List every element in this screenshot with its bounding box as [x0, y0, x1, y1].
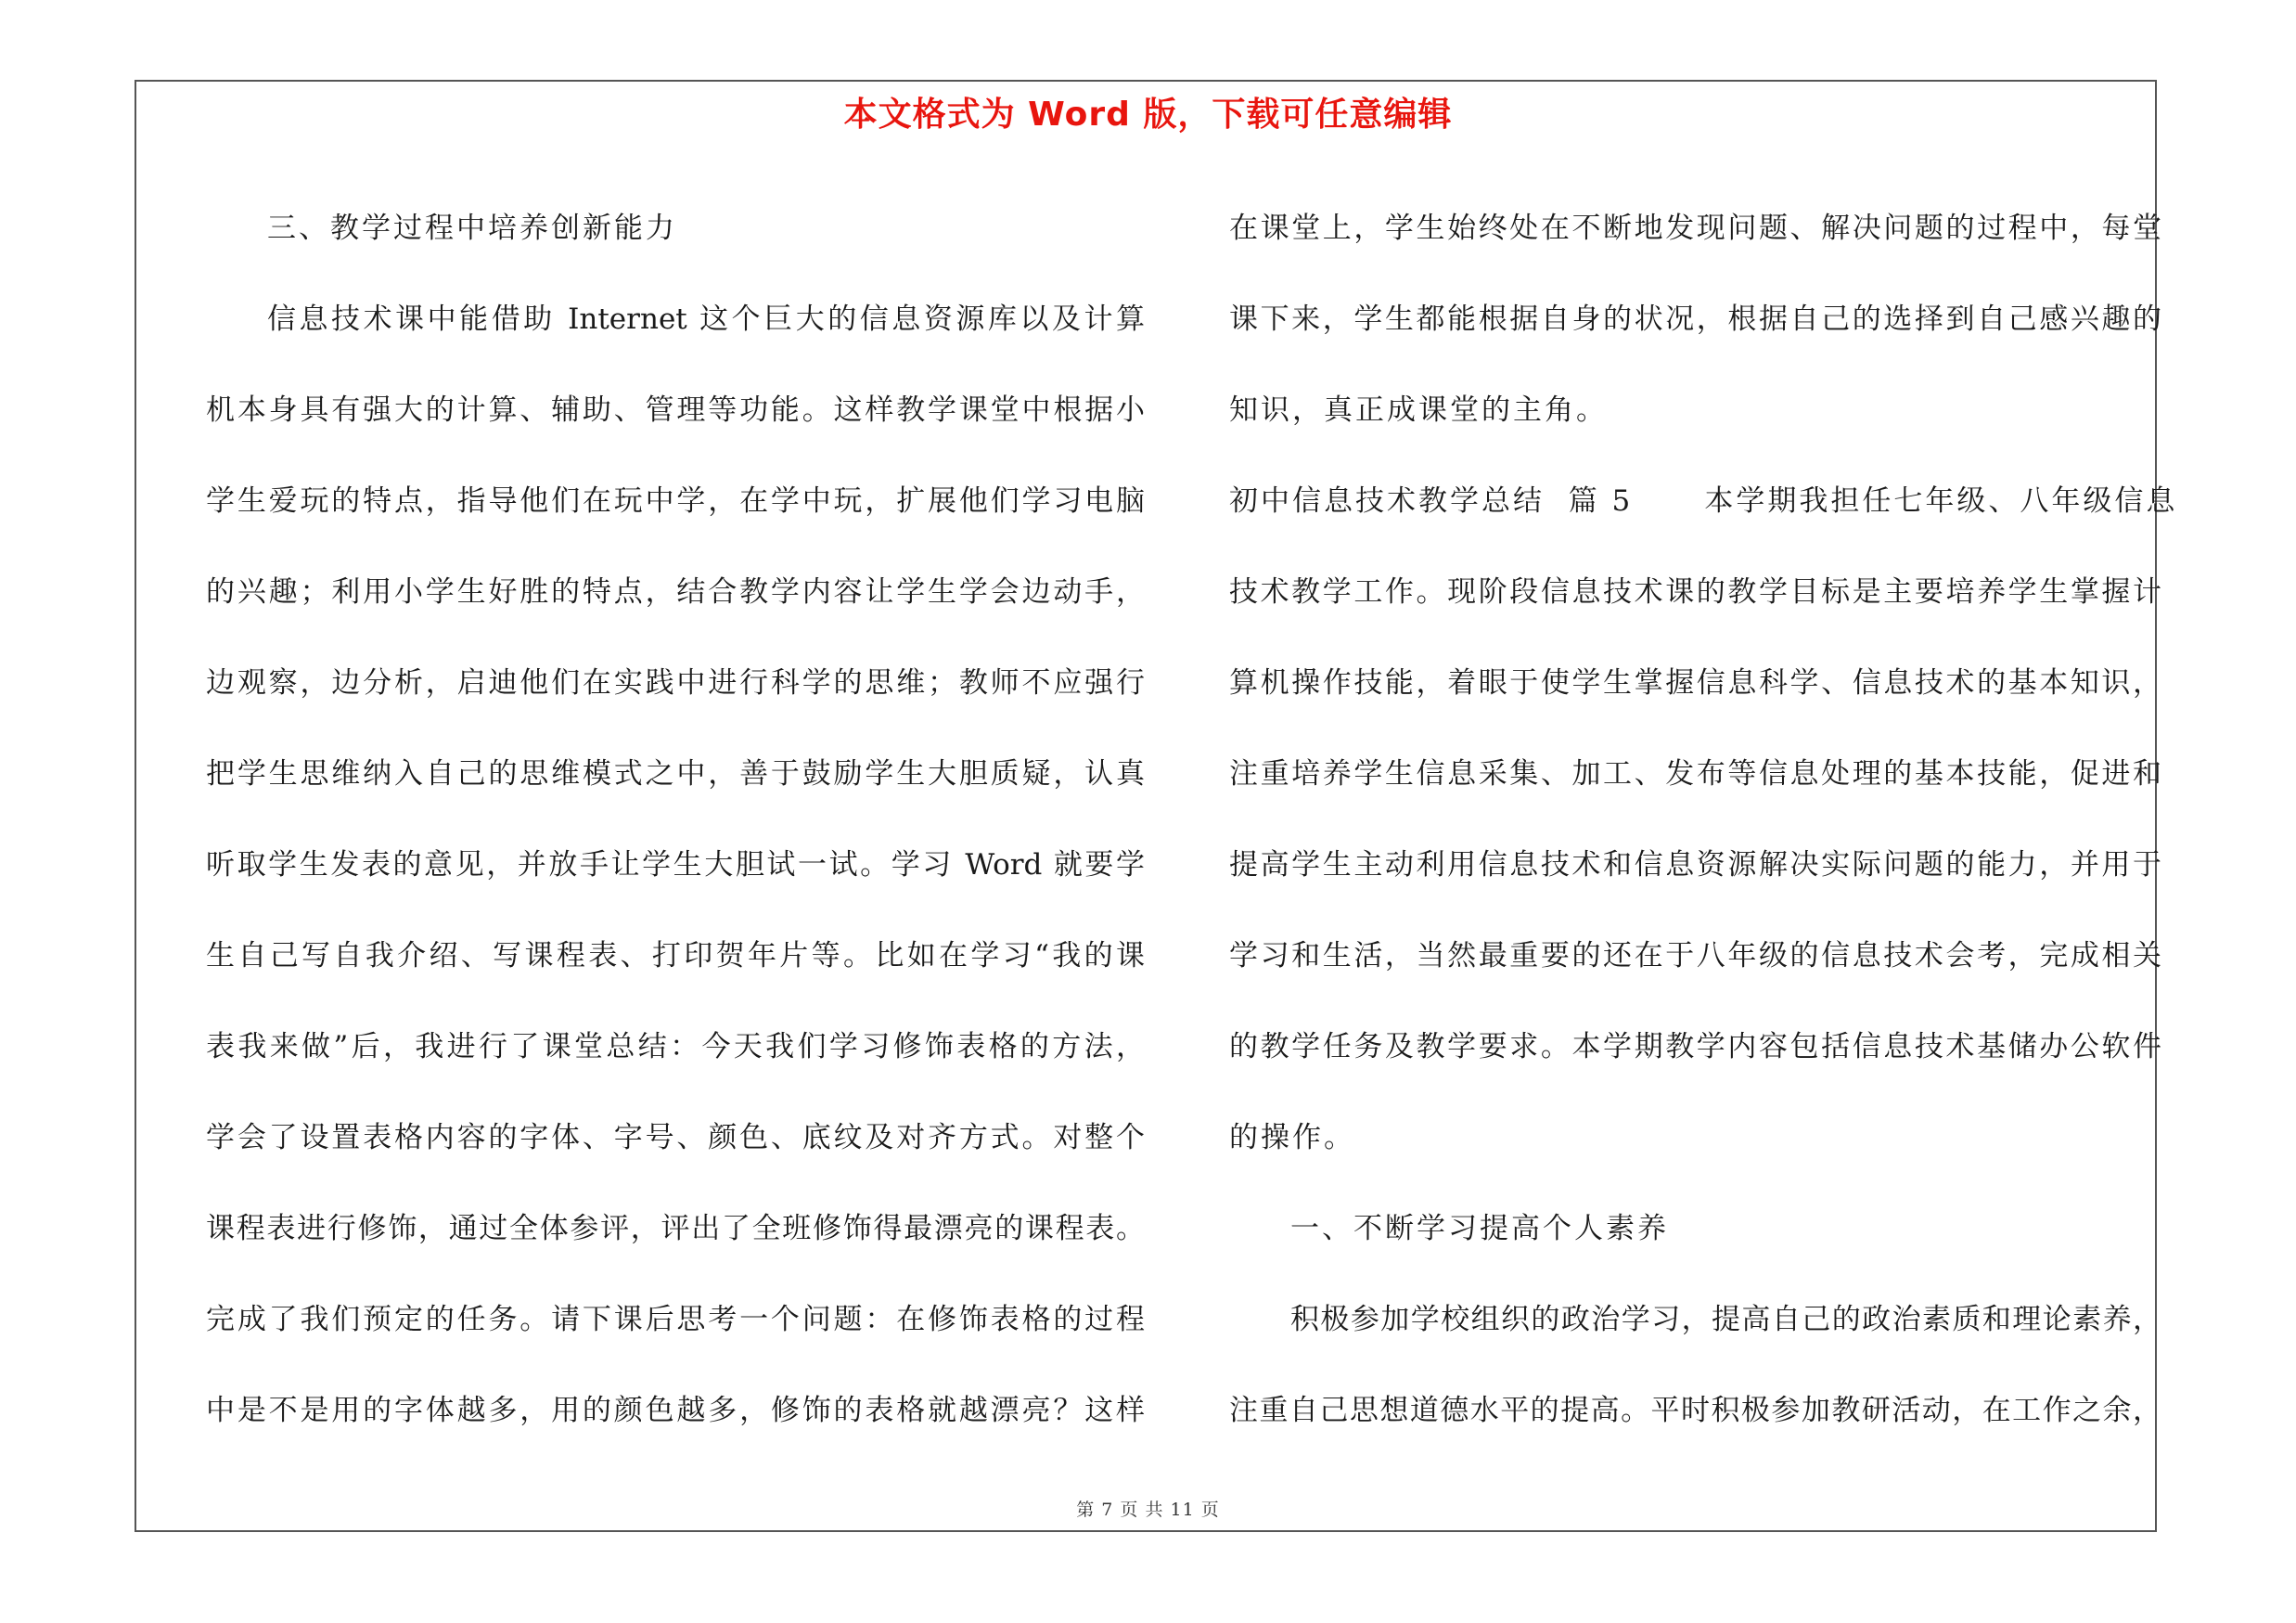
paragraph-line: 的教学任务及教学要求。本学期教学内容包括信息技术基储办公软件: [1229, 1030, 2161, 1063]
paragraph-line: 算机操作技能，着眼于使学生掌握信息科学、信息技术的基本知识，: [1229, 666, 2161, 700]
paragraph-line: 注重培养学生信息采集、加工、发布等信息处理的基本技能，促进和: [1229, 757, 2161, 791]
paragraph-line: 技术教学工作。现阶段信息技术课的教学目标是主要培养学生掌握计: [1229, 575, 2161, 609]
section-heading: 三、教学过程中培养创新能力: [267, 212, 677, 245]
paragraph-line: 在课堂上，学生始终处在不断地发现问题、解决问题的过程中，每堂: [1229, 212, 2161, 245]
right-column: [1229, 183, 2178, 1456]
page-number-footer: 第 7 页 共 11 页: [1076, 1500, 1220, 1520]
paragraph-line: 课下来，学生都能根据自身的状况，根据自己的选择到自己感兴趣的: [1229, 303, 2161, 336]
paragraph-line: 注重自己思想道德水平的提高。平时积极参加教研活动，在工作之余，: [1229, 1394, 2161, 1427]
paragraph-line: 中是不是用的字体越多，用的颜色越多，修饰的表格就越漂亮？这样: [206, 1394, 1145, 1427]
paragraph-line: 学习和生活，当然最重要的还在于八年级的信息技术会考，完成相关: [1229, 939, 2161, 973]
paragraph-line: 的兴趣；利用小学生好胜的特点，结合教学内容让学生学会边动手，: [206, 575, 1145, 609]
header-banner: 本文格式为 Word 版，下载可任意编辑: [843, 96, 1453, 134]
article-title-line: 初中信息技术教学总结 篇 5 本学期我担任七年级、八年级信息: [1229, 484, 2178, 518]
paragraph-line: 学生爱玩的特点，指导他们在玩中学，在学中玩，扩展他们学习电脑: [206, 484, 1145, 518]
left-column: [206, 183, 1145, 1456]
paragraph-line: 知识，真正成课堂的主角。: [1229, 393, 1608, 427]
paragraph-line: 课程表进行修饰，通过全体参评，评出了全班修饰得最漂亮的课程表。: [206, 1212, 1145, 1245]
paragraph-line: 的操作。: [1229, 1121, 1355, 1154]
paragraph-line: 边观察，边分析，启迪他们在实践中进行科学的思维；教师不应强行: [206, 666, 1145, 700]
paragraph-line: 提高学生主动利用信息技术和信息资源解决实际问题的能力，并用于: [1229, 848, 2161, 882]
paragraph-line: 信息技术课中能借助 Internet 这个巨大的信息资源库以及计算: [267, 303, 1145, 336]
paragraph-line: 听取学生发表的意见，并放手让学生大胆试一试。学习 Word 就要学: [206, 848, 1145, 882]
section-heading: 一、不断学习提高个人素养: [1290, 1212, 1669, 1245]
paragraph-line: 学会了设置表格内容的字体、字号、颜色、底纹及对齐方式。对整个: [206, 1121, 1145, 1154]
paragraph-line: 完成了我们预定的任务。请下课后思考一个问题：在修饰表格的过程: [206, 1303, 1145, 1336]
paragraph-line: 把学生思维纳入自己的思维模式之中，善于鼓励学生大胆质疑，认真: [206, 757, 1145, 791]
paragraph-line: 机本身具有强大的计算、辅助、管理等功能。这样教学课堂中根据小: [206, 393, 1145, 427]
paragraph-line: 生自己写自我介绍、写课程表、打印贺年片等。比如在学习“我的课: [206, 939, 1145, 973]
paragraph-line: 积极参加学校组织的政治学习，提高自己的政治素质和理论素养，: [1290, 1303, 2161, 1336]
paragraph-line: 表我来做”后，我进行了课堂总结：今天我们学习修饰表格的方法，: [206, 1030, 1145, 1063]
